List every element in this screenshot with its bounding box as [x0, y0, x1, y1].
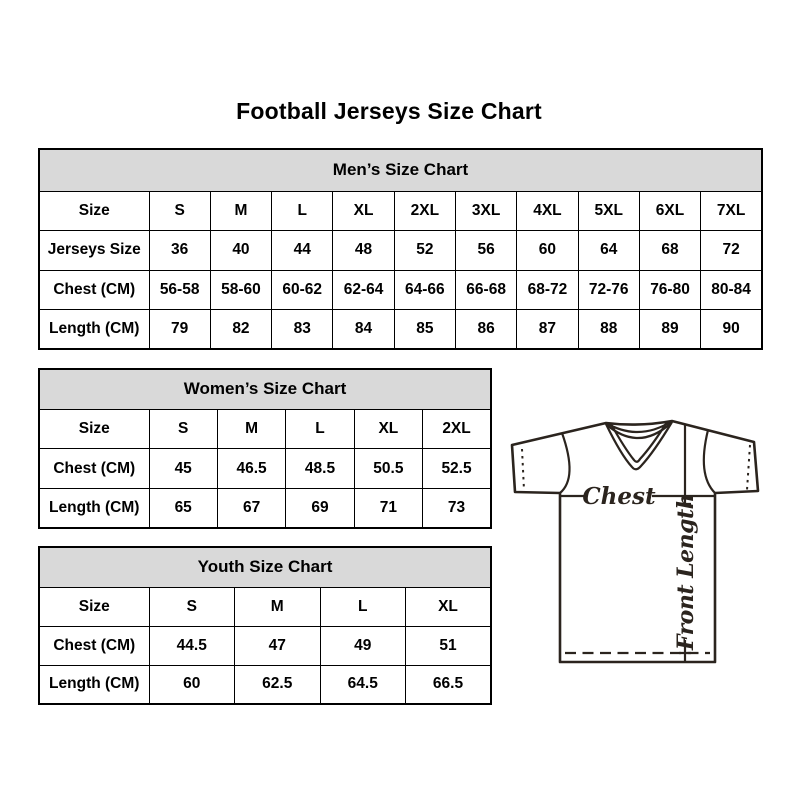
front-length-label: Front Length [673, 493, 699, 651]
table-title: Youth Size Chart [39, 547, 491, 587]
value-cell: 49 [320, 626, 406, 665]
table-row [39, 488, 491, 528]
value-cell: M [210, 191, 271, 231]
value-cell: 40 [210, 231, 271, 271]
value-cell: 72 [701, 231, 762, 271]
value-cell: 68-72 [517, 270, 578, 310]
table-header-row [39, 149, 762, 191]
value-cell: 60 [517, 231, 578, 271]
value-cell: 87 [517, 310, 578, 350]
value-cell: 83 [272, 310, 333, 350]
page-title: Football Jerseys Size Chart [236, 98, 542, 124]
value-cell: 7XL [701, 191, 762, 231]
value-cell: 36 [149, 231, 210, 271]
value-cell: 46.5 [217, 449, 285, 489]
value-cell: S [149, 587, 235, 626]
value-cell: 56-58 [149, 270, 210, 310]
youth-size-table [38, 546, 492, 705]
value-cell: 64.5 [320, 665, 406, 704]
table-header-row [39, 547, 491, 587]
value-cell: 67 [217, 488, 285, 528]
value-cell: 3XL [455, 191, 516, 231]
value-cell: 60-62 [272, 270, 333, 310]
mens-size-table [38, 148, 763, 350]
value-cell: M [217, 409, 285, 449]
value-cell: 62-64 [333, 270, 394, 310]
value-cell: 72-76 [578, 270, 639, 310]
value-cell: 48 [333, 231, 394, 271]
value-cell: 69 [286, 488, 354, 528]
chest-label: Chest [582, 483, 656, 510]
table-row [39, 231, 762, 271]
value-cell: 52.5 [423, 449, 491, 489]
value-cell: 76-80 [639, 270, 700, 310]
value-cell: 51 [406, 626, 492, 665]
value-cell: 84 [333, 310, 394, 350]
value-cell: 2XL [394, 191, 455, 231]
table-row [39, 665, 491, 704]
value-cell: 52 [394, 231, 455, 271]
row-label-cell: Chest (CM) [39, 626, 149, 665]
value-cell: 44 [272, 231, 333, 271]
value-cell: 58-60 [210, 270, 271, 310]
table-row [39, 310, 762, 350]
value-cell: XL [354, 409, 422, 449]
row-label-cell: Jerseys Size [39, 231, 149, 271]
row-label-cell: Length (CM) [39, 488, 149, 528]
row-label-cell: Length (CM) [39, 665, 149, 704]
value-cell: 66-68 [455, 270, 516, 310]
table-title: Men’s Size Chart [39, 149, 762, 191]
value-cell: 2XL [423, 409, 491, 449]
row-label-cell: Size [39, 191, 149, 231]
table-title: Women’s Size Chart [39, 369, 491, 409]
sleeve-stitch-line-left [522, 449, 524, 490]
value-cell: 65 [149, 488, 217, 528]
value-cell: L [320, 587, 406, 626]
value-cell: 64-66 [394, 270, 455, 310]
value-cell: 44.5 [149, 626, 235, 665]
value-cell: L [286, 409, 354, 449]
table-row [39, 191, 762, 231]
value-cell: 85 [394, 310, 455, 350]
value-cell: S [149, 191, 210, 231]
value-cell: 6XL [639, 191, 700, 231]
row-label-cell: Chest (CM) [39, 270, 149, 310]
value-cell: L [272, 191, 333, 231]
value-cell: 90 [701, 310, 762, 350]
jersey-outline [512, 421, 758, 662]
value-cell: S [149, 409, 217, 449]
value-cell: 62.5 [235, 665, 321, 704]
armhole-seam-left [560, 433, 570, 493]
value-cell: 47 [235, 626, 321, 665]
value-cell: 56 [455, 231, 516, 271]
table-header-row [39, 369, 491, 409]
value-cell: 45 [149, 449, 217, 489]
value-cell: 50.5 [354, 449, 422, 489]
sleeve-stitch-line-right [747, 445, 750, 490]
womens-size-table [38, 368, 492, 529]
value-cell: 89 [639, 310, 700, 350]
value-cell: 66.5 [406, 665, 492, 704]
value-cell: 80-84 [701, 270, 762, 310]
table-row [39, 409, 491, 449]
row-label-cell: Chest (CM) [39, 449, 149, 489]
table-row [39, 270, 762, 310]
value-cell: XL [406, 587, 492, 626]
value-cell: 5XL [578, 191, 639, 231]
table-row [39, 587, 491, 626]
value-cell: 86 [455, 310, 516, 350]
value-cell: 88 [578, 310, 639, 350]
value-cell: 79 [149, 310, 210, 350]
table-row [39, 449, 491, 489]
value-cell: M [235, 587, 321, 626]
value-cell: 82 [210, 310, 271, 350]
value-cell: 73 [423, 488, 491, 528]
value-cell: 64 [578, 231, 639, 271]
value-cell: 4XL [517, 191, 578, 231]
value-cell: 71 [354, 488, 422, 528]
row-label-cell: Size [39, 587, 149, 626]
value-cell: 60 [149, 665, 235, 704]
armhole-seam-right [704, 430, 715, 493]
table-row [39, 626, 491, 665]
value-cell: 68 [639, 231, 700, 271]
jersey-diagram [505, 400, 780, 690]
row-label-cell: Length (CM) [39, 310, 149, 350]
value-cell: XL [333, 191, 394, 231]
value-cell: 48.5 [286, 449, 354, 489]
row-label-cell: Size [39, 409, 149, 449]
